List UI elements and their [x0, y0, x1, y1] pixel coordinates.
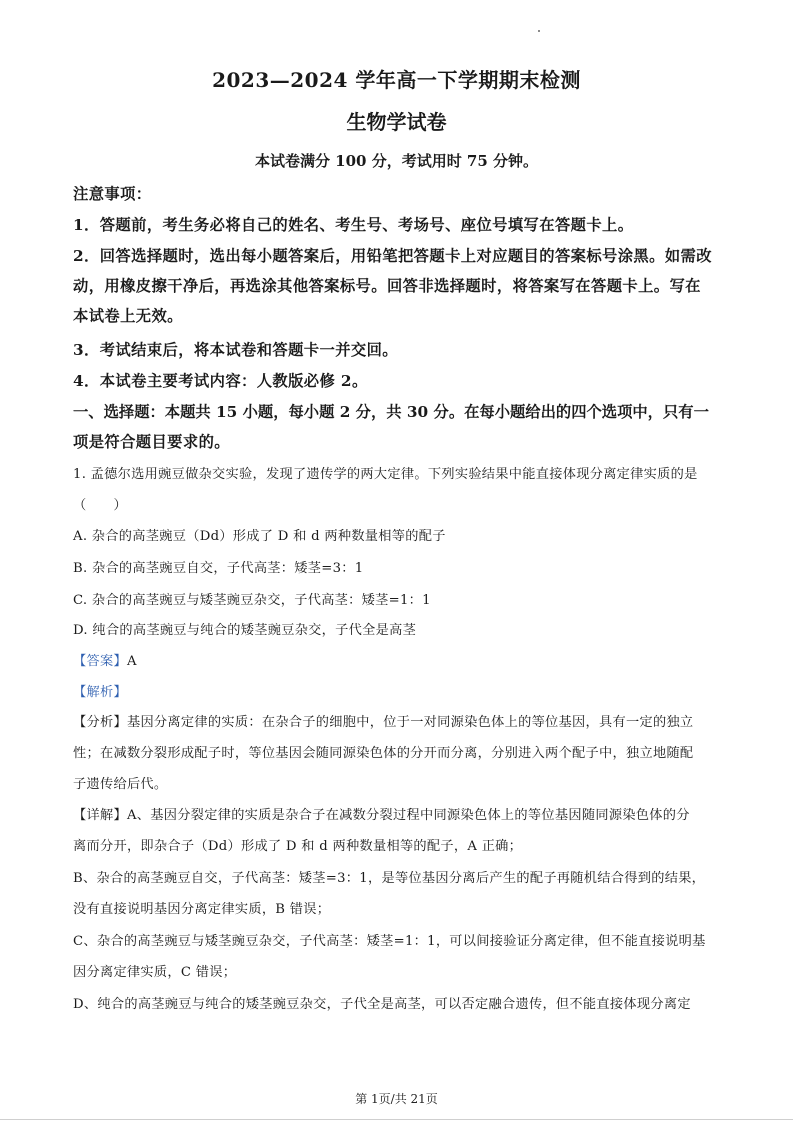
- section-heading: 一、选择题：本题共 15 小题，每小题 2 分，共 30 分。在每小题给出的四个选项中，只有一: [73, 403, 709, 421]
- question-stem: 1. 孟德尔选用豌豆做杂交实验，发现了遗传学的两大定律。下列实验结果中能直接体现分离定律实质的是: [73, 467, 698, 482]
- exam-info: 本试卷满分 100 分，考试用时 75 分钟。: [254, 152, 539, 170]
- note-line: 1．答题前，考生务必将自己的姓名、考生号、考场号、座位号填写在答题卡上。: [73, 216, 634, 234]
- option-a: A. 杂合的高茎豌豆（Dd）形成了 D 和 d 两种数量相等的配子: [73, 529, 446, 544]
- fenxi-tag: 【分析】: [73, 715, 127, 730]
- footer-divider: [0, 1119, 793, 1120]
- option-b: B. 杂合的高茎豌豆自交，子代高茎：矮茎=3：1: [73, 561, 364, 576]
- detail-line: D、纯合的高茎豌豆与纯合的矮茎豌豆杂交，子代全是高茎，可以否定融合遗传，但不能直接体现分离定: [73, 997, 691, 1012]
- analysis-line: [73, 711, 723, 730]
- answer-value: A: [126, 654, 137, 669]
- notes-heading: 注意事项：: [73, 185, 152, 203]
- page-mark: [538, 30, 540, 32]
- exam-title: 2023—2024 学年高一下学期期末检测: [212, 68, 581, 92]
- analysis-tag: 【解析】: [73, 685, 127, 700]
- question-bracket: （ ）: [73, 498, 127, 513]
- detail-text: A、基因分裂定律的实质是杂合子在减数分裂过程中同源染色体上的等位基因随同源染色体的分: [126, 808, 690, 823]
- detail-line: 没有直接说明基因分离定律实质，B 错误；: [73, 902, 331, 917]
- section-heading-cont: 项是符合题目要求的。: [73, 433, 230, 451]
- detail-line: 离而分开，即杂合子（Dd）形成了 D 和 d 两种数量相等的配子，A 正确；: [73, 839, 523, 854]
- page-number: 第 1页/共 21页: [355, 1092, 438, 1106]
- note-line: 4．本试卷主要考试内容：人教版必修 2。: [73, 372, 368, 390]
- option-d: D. 纯合的高茎豌豆与纯合的矮茎豌豆杂交，子代全是高茎: [73, 623, 417, 638]
- subject-title: 生物学试卷: [346, 110, 447, 134]
- note-line: 本试卷上无效。: [73, 307, 183, 325]
- answer-tag: 【答案】: [73, 654, 127, 669]
- answer-line: [73, 650, 723, 669]
- detail-line: B、杂合的高茎豌豆自交，子代高茎：矮茎=3：1，是等位基因分离后产生的配子再随机结合得到的结果，: [73, 871, 706, 886]
- analysis-line: 性；在减数分裂形成配子时，等位基因会随同源染色体的分开而分离，分别进入两个配子中，独立地随配: [73, 746, 694, 761]
- note-line: 2．回答选择题时，选出每小题答案后，用铅笔把答题卡上对应题目的答案标号涂黑。如需改: [73, 247, 712, 265]
- note-line: 3．考试结束后，将本试卷和答题卡一并交回。: [73, 341, 398, 359]
- note-line: 动，用橡皮擦干净后，再选涂其他答案标号。回答非选择题时，将答案写在答题卡上。写在: [73, 277, 701, 295]
- analysis-line: 子遗传给后代。: [73, 777, 168, 792]
- fenxi-text: 基因分离定律的实质：在杂合子的细胞中，位于一对同源染色体上的等位基因，具有一定的独立: [126, 715, 694, 730]
- detail-line: C、杂合的高茎豌豆与矮茎豌豆杂交，子代高茎：矮茎=1：1，可以间接验证分离定律，但不能直接说明基: [73, 934, 706, 949]
- option-c: C. 杂合的高茎豌豆与矮茎豌豆杂交，子代高茎：矮茎=1：1: [73, 593, 431, 608]
- detail-tag: 【详解】: [73, 808, 127, 823]
- detail-line: 因分离定律实质，C 错误；: [73, 965, 237, 980]
- detail-line: [73, 804, 723, 823]
